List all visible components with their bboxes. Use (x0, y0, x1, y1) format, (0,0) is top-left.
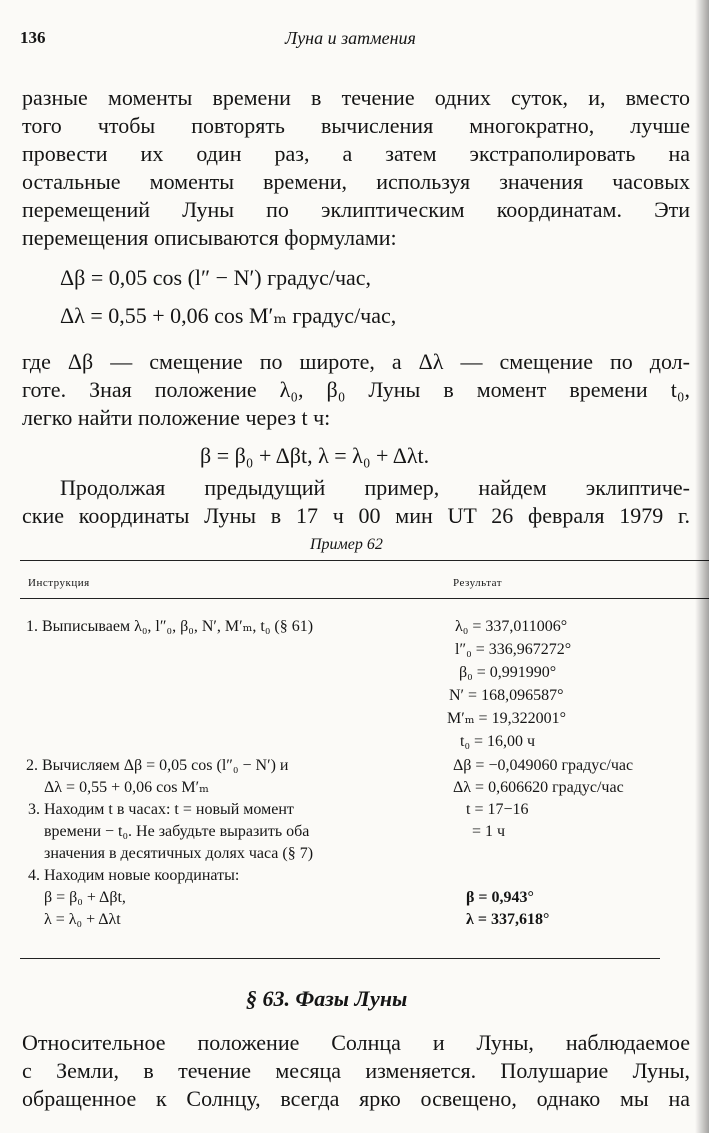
result-value: t = 17−16 (466, 801, 529, 818)
instruction-step-4: 4. Находим новые координаты: (28, 867, 240, 884)
result-value: Δλ = 0,606620 градус/час (453, 779, 624, 796)
result-value: M′ₘ = 19,322001° (447, 710, 566, 727)
instruction-step-4-cont: β = β₀ + Δβt, (44, 889, 126, 906)
formula-new-coordinates: β = β₀ + Δβt, λ = λ₀ + Δλt. (200, 443, 430, 468)
section-heading: § 63. Фазы Луны (246, 986, 408, 1011)
result-value: N′ = 168,096587° (449, 687, 564, 704)
text-line: провести их один раз, а затем экстраполировать на (22, 141, 690, 166)
instruction-step-4-cont: λ = λ₀ + Δλt (44, 911, 121, 928)
text-line: остальные моменты времени, используя значения часовых (22, 169, 690, 194)
result-value: λ = 337,618° (466, 911, 550, 928)
table-bottom-rule (20, 958, 660, 959)
text-line: легко найти положение через t ч: (22, 405, 331, 430)
instruction-step-3: 3. Находим t в часах: t = новый момент (28, 801, 294, 818)
formula-delta-beta: Δβ = 0,05 cos (l″ − N′) градус/час, (60, 265, 372, 290)
table-header-rule (20, 598, 709, 599)
page-number: 136 (20, 28, 46, 47)
text-line: того чтобы повторять вычисления многократно, лучше (22, 113, 690, 138)
table-top-rule (20, 560, 709, 561)
instruction-step-2: 2. Вычисляем Δβ = 0,05 cos (l″₀ − N′) и (26, 757, 289, 774)
text-line: Продолжая предыдущий пример, найдем эклиптиче- (60, 475, 690, 500)
result-value: β = 0,943° (466, 889, 534, 906)
instruction-step-1: 1. Выписываем λ₀, l″₀, β₀, N′, M′ₘ, t₀ (§ 61) (26, 618, 314, 635)
column-header-result: Результат (453, 577, 503, 589)
result-value: Δβ = −0,049060 градус/час (453, 757, 634, 774)
formula-delta-lambda: Δλ = 0,55 + 0,06 cos M′ₘ градус/час, (60, 303, 397, 328)
text-line: где Δβ — смещение по широте, а Δλ — смещение по дол- (22, 349, 690, 374)
result-value: β₀ = 0,991990° (459, 664, 557, 681)
page-edge-shadow (695, 0, 709, 1133)
example-title: Пример 62 (310, 536, 383, 553)
column-header-instruction: Инструкция (28, 577, 90, 589)
result-value: λ₀ = 337,011006° (455, 618, 568, 635)
result-value: l″₀ = 336,967272° (455, 641, 572, 658)
text-line: с Земли, в течение месяца изменяется. Полушарие Луны, (22, 1058, 690, 1083)
instruction-step-3-cont: времени − t₀. Не забудьте выразить оба (44, 823, 310, 840)
text-line: Относительное положение Солнца и Луны, наблюдаемое (22, 1030, 690, 1055)
result-value: = 1 ч (472, 823, 506, 840)
text-line: перемещения описываются формулами: (22, 225, 397, 250)
instruction-step-2-cont: Δλ = 0,55 + 0,06 cos M′ₘ (44, 779, 209, 796)
text-line: готе. Зная положение λ₀, β₀ Луны в момент времени t₀, (22, 377, 690, 402)
running-title: Луна и затмения (285, 28, 416, 48)
text-line: разные моменты времени в течение одних суток, и, вместо (22, 85, 690, 110)
result-value: t₀ = 16,00 ч (460, 733, 536, 750)
text-line: обращенное к Солнцу, всегда ярко освещено, однако мы на (22, 1086, 690, 1111)
instruction-step-3-cont: значения в десятичных долях часа (§ 7) (44, 845, 314, 862)
text-line: ские координаты Луны в 17 ч 00 мин UT 26 февраля 1979 г. (22, 503, 690, 528)
text-line: перемещений Луны по эклиптическим координатам. Эти (22, 197, 690, 222)
